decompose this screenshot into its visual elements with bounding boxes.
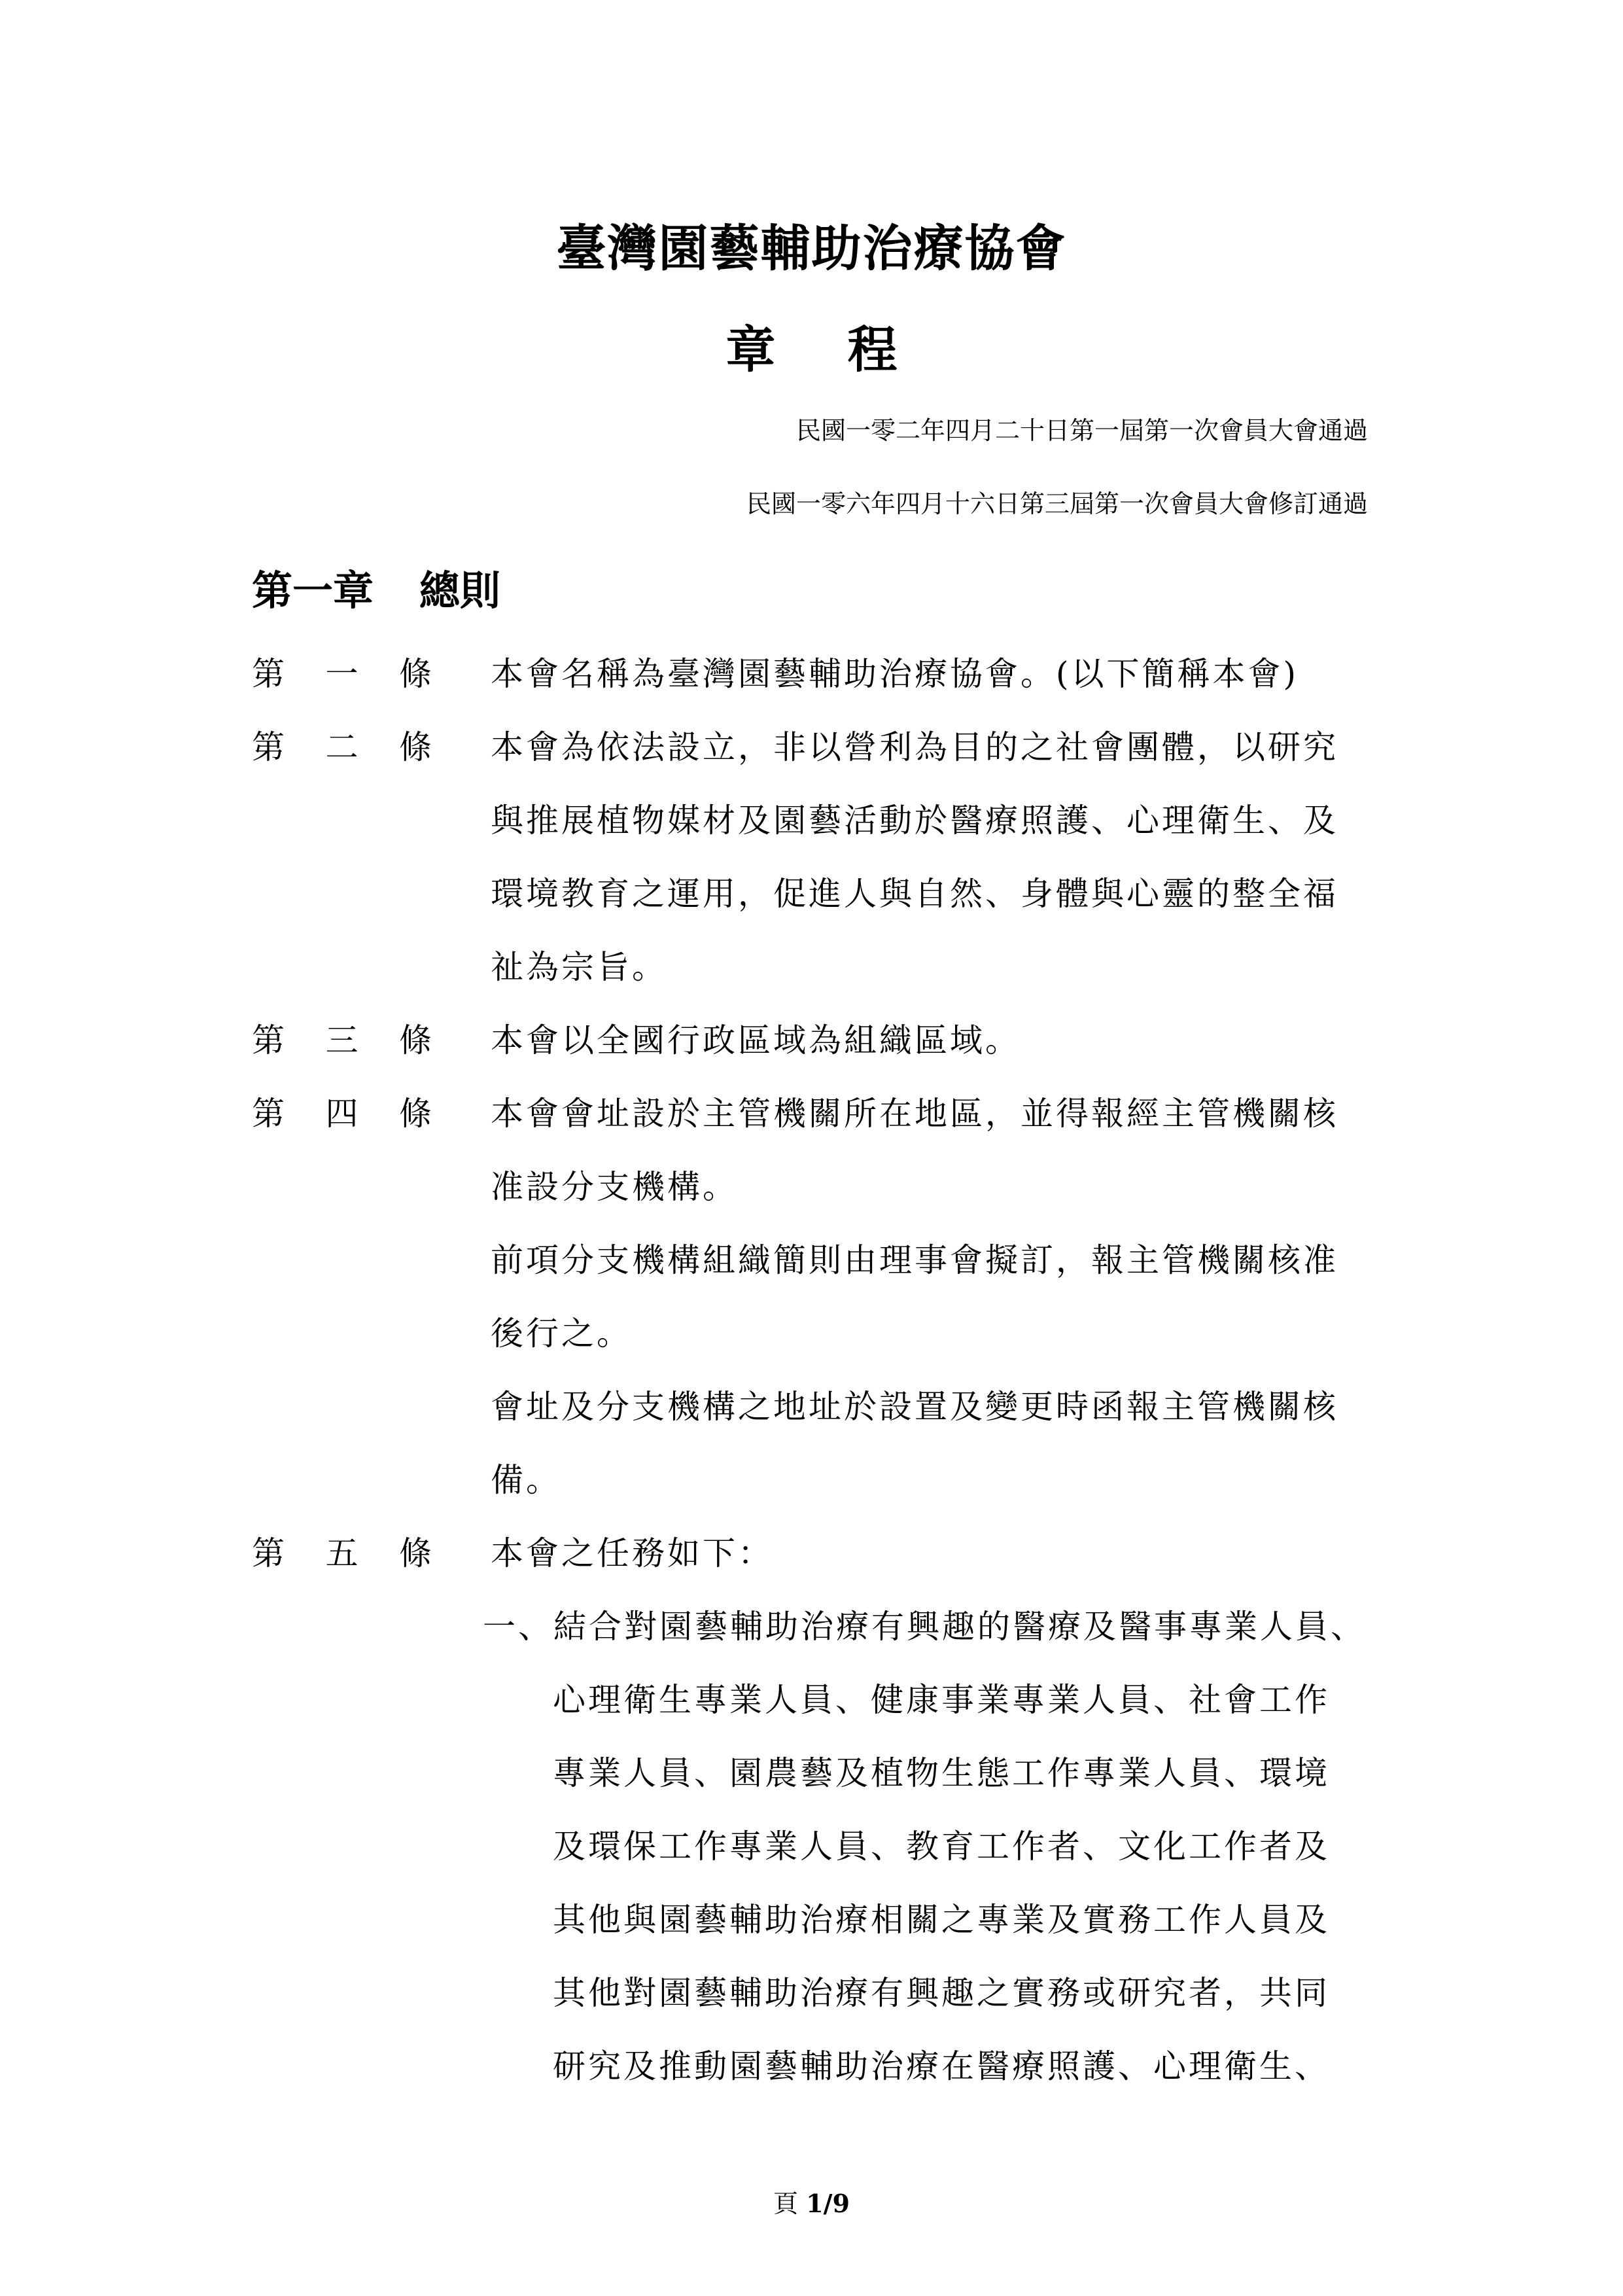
subtitle-char: 程 [847, 321, 898, 379]
page-footer [0, 2185, 1623, 2222]
article-text: 環境教育之運用，促進人與自然、身體與心靈的整全福 [491, 875, 1338, 913]
page-separator: / [823, 2189, 833, 2218]
article-label: 第 四 條 [252, 1095, 432, 1133]
article-label: 第 五 條 [252, 1534, 432, 1572]
article-text: 本會名稱為臺灣園藝輔助治療協會。(以下簡稱本會) [491, 655, 1299, 693]
article-text: 准設分支機構。 [491, 1168, 738, 1206]
list-item-text: 專業人員、園農藝及植物生態工作專業人員、環境 [553, 1754, 1330, 1792]
document-subtitle [0, 314, 1623, 386]
subtitle-char: 章 [725, 321, 776, 379]
list-item-text: 及環保工作專業人員、教育工作者、文化工作者及 [553, 1828, 1330, 1865]
list-item-text: 其他與園藝輔助治療相關之專業及實務工作人員及 [553, 1901, 1330, 1939]
article-label: 第 一 條 [252, 655, 432, 693]
chapter-heading [252, 561, 500, 620]
article-label: 第 二 條 [252, 728, 432, 766]
article-text: 本會為依法設立，非以營利為目的之社會團體，以研究 [491, 728, 1338, 766]
document-title: 臺灣園藝輔助治療協會 [556, 219, 1067, 277]
article-text: 本會之任務如下： [491, 1534, 773, 1572]
article-text: 備。 [491, 1461, 561, 1499]
revision-note: 民國一零二年四月二十日第一屆第一次會員大會通過 [795, 416, 1368, 445]
article-text: 本會以全國行政區域為組織區域。 [491, 1021, 1021, 1059]
list-item-text: 一、結合對園藝輔助治療有興趣的醫療及醫事專業人員、 [483, 1608, 1366, 1646]
chapter-name: 總則 [419, 567, 501, 614]
page-total: 9 [832, 2189, 850, 2218]
article-text: 會址及分支機構之地址於設置及變更時函報主管機關核 [491, 1388, 1338, 1426]
article-label: 第 三 條 [252, 1021, 432, 1059]
list-item-text: 研究及推動園藝輔助治療在醫療照護、心理衛生、 [553, 2047, 1330, 2085]
list-item-text: 心理衛生專業人員、健康事業專業人員、社會工作 [553, 1681, 1330, 1719]
article-text: 前項分支機構組織簡則由理事會擬訂，報主管機關核准 [491, 1241, 1338, 1279]
list-item-text: 其他對園藝輔助治療有興趣之實務或研究者，共同 [553, 1974, 1330, 2012]
article-text: 後行之。 [491, 1315, 632, 1352]
article-text: 祉為宗旨。 [491, 948, 667, 986]
article-text: 與推展植物媒材及園藝活動於醫療照護、心理衛生、及 [491, 802, 1338, 839]
page-number: 1 [806, 2189, 824, 2218]
article-text: 本會會址設於主管機關所在地區，並得報經主管機關核 [491, 1095, 1338, 1133]
page-prefix: 頁 [773, 2189, 799, 2218]
revision-note: 民國一零六年四月十六日第三屆第一次會員大會修訂通過 [746, 489, 1368, 518]
chapter-number: 第一章 [252, 567, 374, 614]
